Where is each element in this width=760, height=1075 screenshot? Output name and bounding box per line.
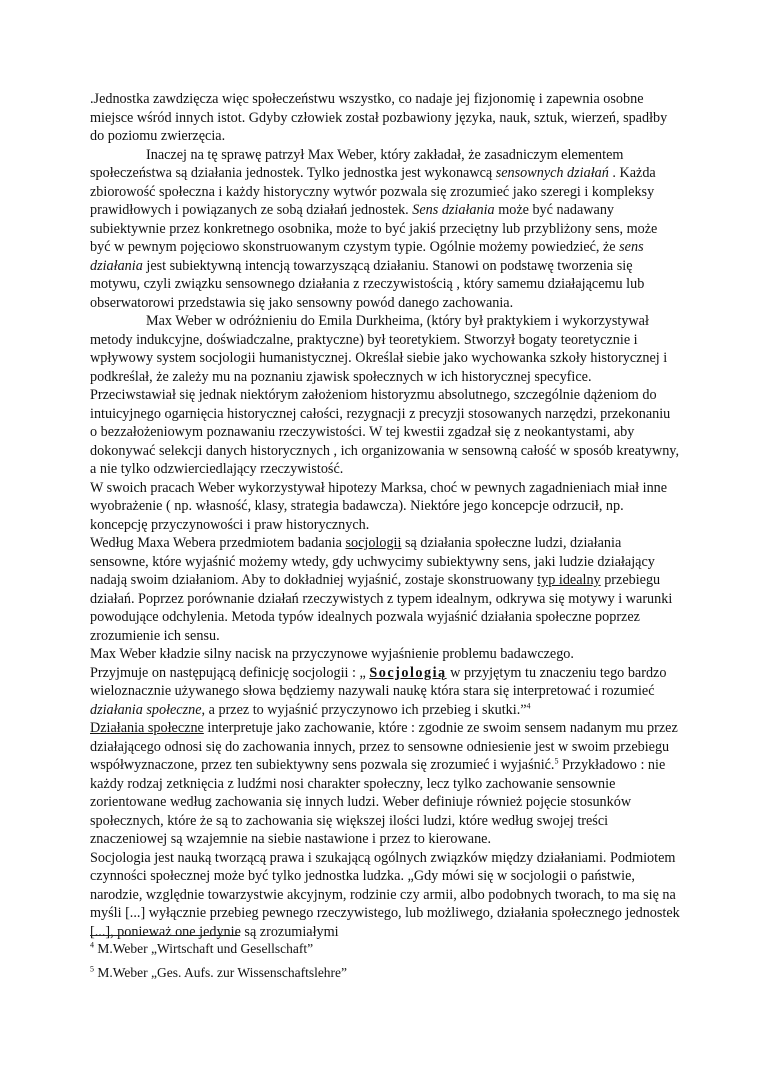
footnote-text: M.Weber „Wirtschaft und Gesellschaft” xyxy=(94,941,314,956)
footnote-5 xyxy=(90,964,680,981)
text-run: w przyjętym tu znaczeniu tego bardzo wieloznacznie używanego słowa będziemy nazywali naukę która stara się interpretować i rozumieć xyxy=(90,664,667,699)
text-run: Przykładowo : nie każdy rodzaj zetknięcia z ludźmi nosi charakter społeczny, lecz tylko zachowanie sensownie zorientowane według zachowania się innych ludzi. Weber definiuje również pojęcie stosunków społecznych, które że są to zachowania się większej ilości ludzi, które według swojej treści znaczeniowej są wzajemnie na siebie nastawione i przez to kierowane. xyxy=(90,757,666,847)
footnote-separator xyxy=(90,935,240,936)
paragraph-6: Max Weber kładzie silny nacisk na przyczynowe wyjaśnienie problemu badawczego. xyxy=(90,646,574,662)
underlined-term: Działania społeczne xyxy=(90,720,204,736)
italic-term: Sens działania xyxy=(412,202,495,218)
defined-term: Socjologią xyxy=(369,664,447,681)
document-body xyxy=(90,90,680,941)
text-run: są działania społeczne ludzi, działania sensowne, które wyjaśnić możemy wtedy, gdy uchwycimy subiektywny sens, jaki ludzie działający nadają swoim działaniom. Aby to dokładniej wyjaśnić, zostaje skonstruowany xyxy=(90,535,655,588)
footnote-number: 5 xyxy=(90,964,94,974)
italic-term: sensownych działań xyxy=(495,165,609,181)
paragraph-4: W swoich pracach Weber wykorzystywał hipotezy Marksa, choć w pewnych zagadnieniach miał inne wyobrażenie ( np. własność, klasy, strategia badawcza). Niektóre jego koncepcje odrzucił, np. koncepcję przyczynowości i praw historycznych. xyxy=(90,479,668,533)
text-run: Przyjmuje on następującą definicję socjologii : „ xyxy=(90,664,370,681)
paragraph-9: Socjologia jest nauką tworzącą prawa i szukającą ogólnych związków między działaniami. Podmiotem czynności społecznej może być tylko jednostka ludzka. „Gdy mówi się w socjologii o państwie, narodzie, względnie towarzystwie akcyjnym, rodzinie czy armii, albo podobnych tworach, to ma się na myśli [...] wyłącznie przebieg pewnego rzeczywistego, lub możliwego, działania społecznego jednostek [...], ponieważ one jedynie są zrozumiałymi xyxy=(90,849,680,940)
footnote-ref-5[interactable]: 5 xyxy=(554,756,559,766)
paragraph-2 xyxy=(90,146,680,313)
footnote-text: M.Weber „Ges. Aufs. zur Wissenschaftslehre” xyxy=(94,965,348,980)
text-run: interpretuje jako zachowanie, które : zgodnie ze swoim sensem nadanym mu przez działającego odnosi się do zachowania innych, przez to sensowne odniesienie jest w swoim przebiegu współwyznaczone, przez ten subiektywny sens pozwala się zrozumieć i wyjaśnić. xyxy=(90,720,678,773)
footnote-4 xyxy=(90,940,680,957)
text-run: Według Maxa Webera przedmiotem badania xyxy=(90,535,346,551)
footnotes xyxy=(90,940,680,988)
text-run: przebiegu działań. Poprzez porównanie działań rzeczywistych z typem idealnym, odkrywa się motywy i warunki powodujące odchylenia. Metoda typów idealnych pozwala wyjaśnić działania społeczne poprzez zrozumienie ich sensu. xyxy=(90,572,673,644)
text-run: . Każda zbiorowość społeczna i każdy historyczny wytwór pozwala się zrozumieć jako szeregi i kompleksy prawidłowych i powiązanych ze sobą działań jednostek. xyxy=(90,165,656,218)
paragraph-5 xyxy=(90,534,680,645)
hyperlink-socjologii[interactable]: socjologii xyxy=(345,535,402,551)
paragraph-3: Max Weber w odróżnieniu do Emila Durkheima, (który był praktykiem i wykorzystywał metody indukcyjne, doświadczalne, praktyczne) był teoretykiem. Stworzył bogaty teoretycznie i wpływowy system socjologii humanistycznej. Określał siebie jako wychowanka szkoły historycznej i podkreślał, że zależy mu na poznaniu zjawisk społecznych w ich historycznej specyfice. Przeciwstawiał się jednak niektórym założeniom historyzmu absolutnego, szczególnie dążeniom do intuicyjnego ogarnięcia historycznej całości, rezygnacji z precyzji stosowanych narzędzi, przekonaniu o bezzałożeniowym poznawaniu rzeczywistości. W tej kwestii zgadzał się z neokantystami, aby dokonywać selekcji danych historycznych , ich organizowania w sensowną całość w sposób kreatywny, a nie tylko odzwierciedlający rzeczywistość. xyxy=(90,313,680,477)
text-run: może być nadawany subiektywnie przez konkretnego osobnika, może to być jakiś przeciętny lub przybliżony sens, może być w pewnym pojęciowo skonstruowanym czystym typie. Ogólnie możemy powiedzieć, że xyxy=(90,202,658,255)
footnote-number: 4 xyxy=(90,940,94,950)
italic-term: sens działania xyxy=(90,239,644,274)
text-run: , a przez to wyjaśnić przyczynowo ich przebieg i skutki.” xyxy=(201,701,527,718)
paragraph-1: .Jednostka zawdzięcza więc społeczeństwu wszystko, co nadaje jej fizjonomię i zapewnia osobne miejsce wśród innych istot. Gdyby człowiek został pozbawiony języka, nauk, sztuk, wierzeń, spadłby do poziomu zwierzęcia. xyxy=(90,91,668,144)
text-run: jest subiektywną intencją towarzyszącą działaniu. Stanowi on podstawę tworzenia się motywu, czyli związku sensownego działania z rzeczywistością , który samemu działającemu lub obserwatorowi przedstawia się jako sensowny powód danego zachowania. xyxy=(90,257,645,311)
italic-term: działania społeczne xyxy=(90,701,202,718)
hyperlink-typ-idealny[interactable]: typ idealny xyxy=(537,572,601,588)
paragraph-8 xyxy=(90,719,680,849)
paragraph-7 xyxy=(90,664,680,720)
text-run: Inaczej na tę sprawę patrzył Max Weber, który zakładał, że zasadniczym elementem społeczeństwa są działania jednostek. Tylko jednostka jest wykonawcą xyxy=(90,146,624,181)
footnote-ref-4[interactable]: 4 xyxy=(526,700,531,710)
